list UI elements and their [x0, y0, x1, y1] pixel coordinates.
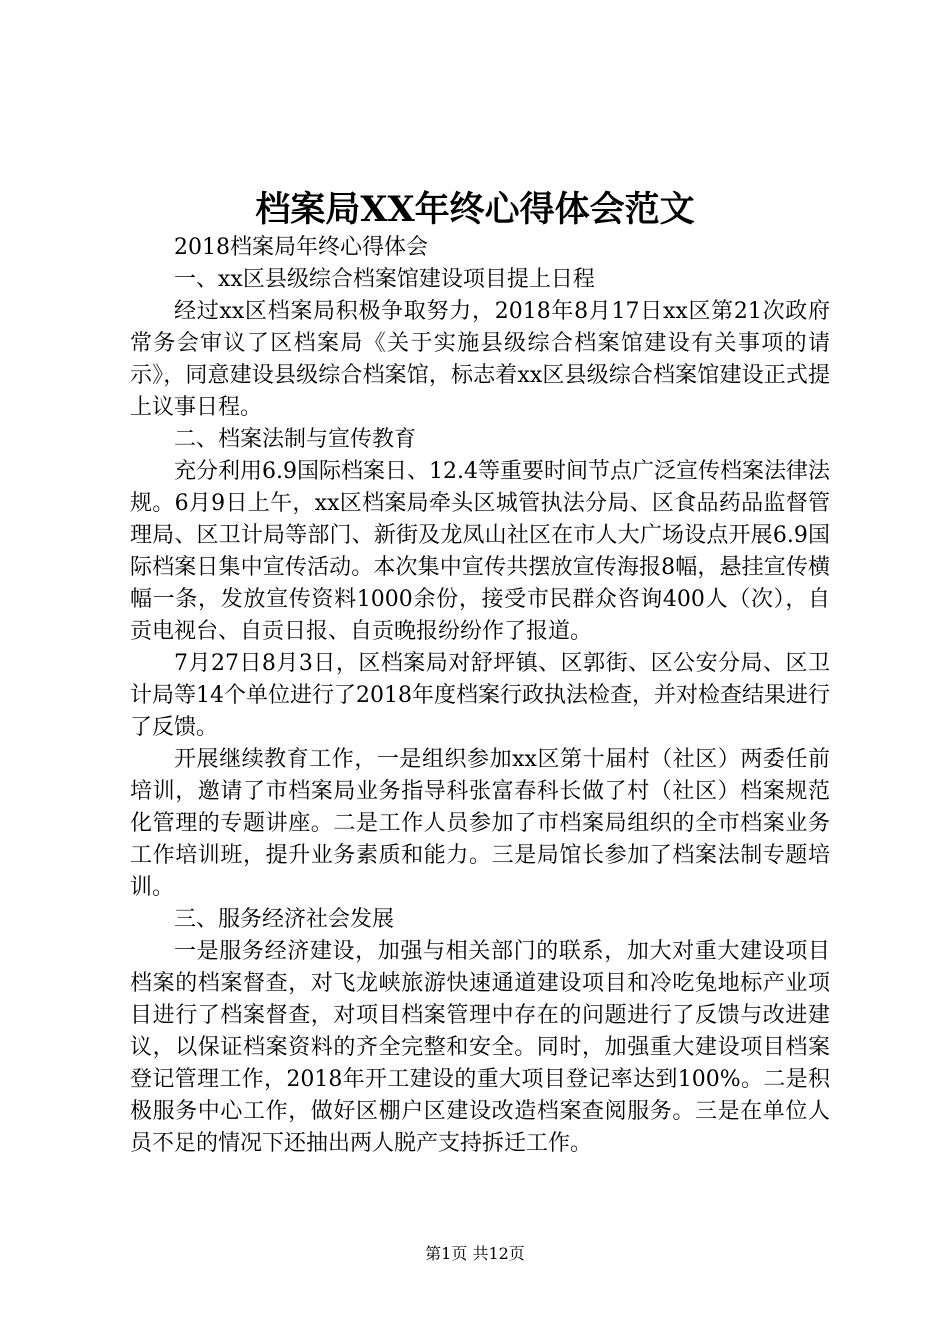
- body-paragraph: 充分利用6.9国际档案日、12.4等重要时间节点广泛宣传档案法律法规。6月9日上午，xx区档案局牵头区城管执法分局、区食品药品监督管理局、区卫计局等部门、新街及龙凤山社区在市人大广场设点开展6.9国际档案日集中宣传活动。本次集中宣传共摆放宣传海报8幅，悬挂宣传横幅一条，发放宣传资料1000余份，接受市民群众咨询400人（次），自贡电视台、自贡日报、自贡晚报纷纷作了报道。: [130, 459, 830, 644]
- body-paragraph: 7月27日8月3日，区档案局对舒坪镇、区郭街、区公安分局、区卫计局等14个单位进行了2018年度档案行政执法检查，并对检查结果进行了反馈。: [130, 651, 830, 740]
- document-title: 档案局XX年终心得体会范文: [255, 189, 695, 230]
- body-paragraph: 开展继续教育工作，一是组织参加xx区第十届村（社区）两委任前培训，邀请了市档案局业务指导科张富春科长做了村（社区）档案规范化管理的专题讲座。二是工作人员参加了市档案局组织的全市档案业务工作培训班，提升业务素质和能力。三是局馆长参加了档案法制专题培训。: [130, 747, 830, 900]
- section-heading-2: 二、档案法制与宣传教育: [174, 427, 417, 452]
- document-body: [130, 232, 830, 1160]
- body-paragraph: 一是服务经济建设，加强与相关部门的联系，加大对重大建设项目档案的档案督查，对飞龙峡旅游快速通道建设项目和冷吃兔地标产业项目进行了档案督查，对项目档案管理中存在的问题进行了反馈与改进建议，以保证档案资料的齐全完整和安全。同时，加强重大建设项目档案登记管理工作，2018年开工建设的重大项目登记率达到100%。二是积极服务中心工作，做好区棚户区建设改造档案查阅服务。三是在单位人员不足的情况下还抽出两人脱产支持拆迁工作。: [130, 939, 830, 1156]
- section-heading-3: 三、服务经济社会发展: [174, 907, 395, 932]
- subtitle-paragraph: 2018档案局年终心得体会: [174, 235, 428, 260]
- section-heading-1: 一、xx区县级综合档案馆建设项目提上日程: [174, 267, 595, 292]
- page-number-footer: 第1页 共12页: [425, 1244, 525, 1263]
- body-paragraph: 经过xx区档案局积极争取努力，2018年8月17日xx区第21次政府常务会审议了区档案局《关于实施县级综合档案馆建设有关事项的请示》，同意建设县级综合档案馆，标志着xx区县级综合档案馆建设正式提上议事日程。: [130, 299, 830, 420]
